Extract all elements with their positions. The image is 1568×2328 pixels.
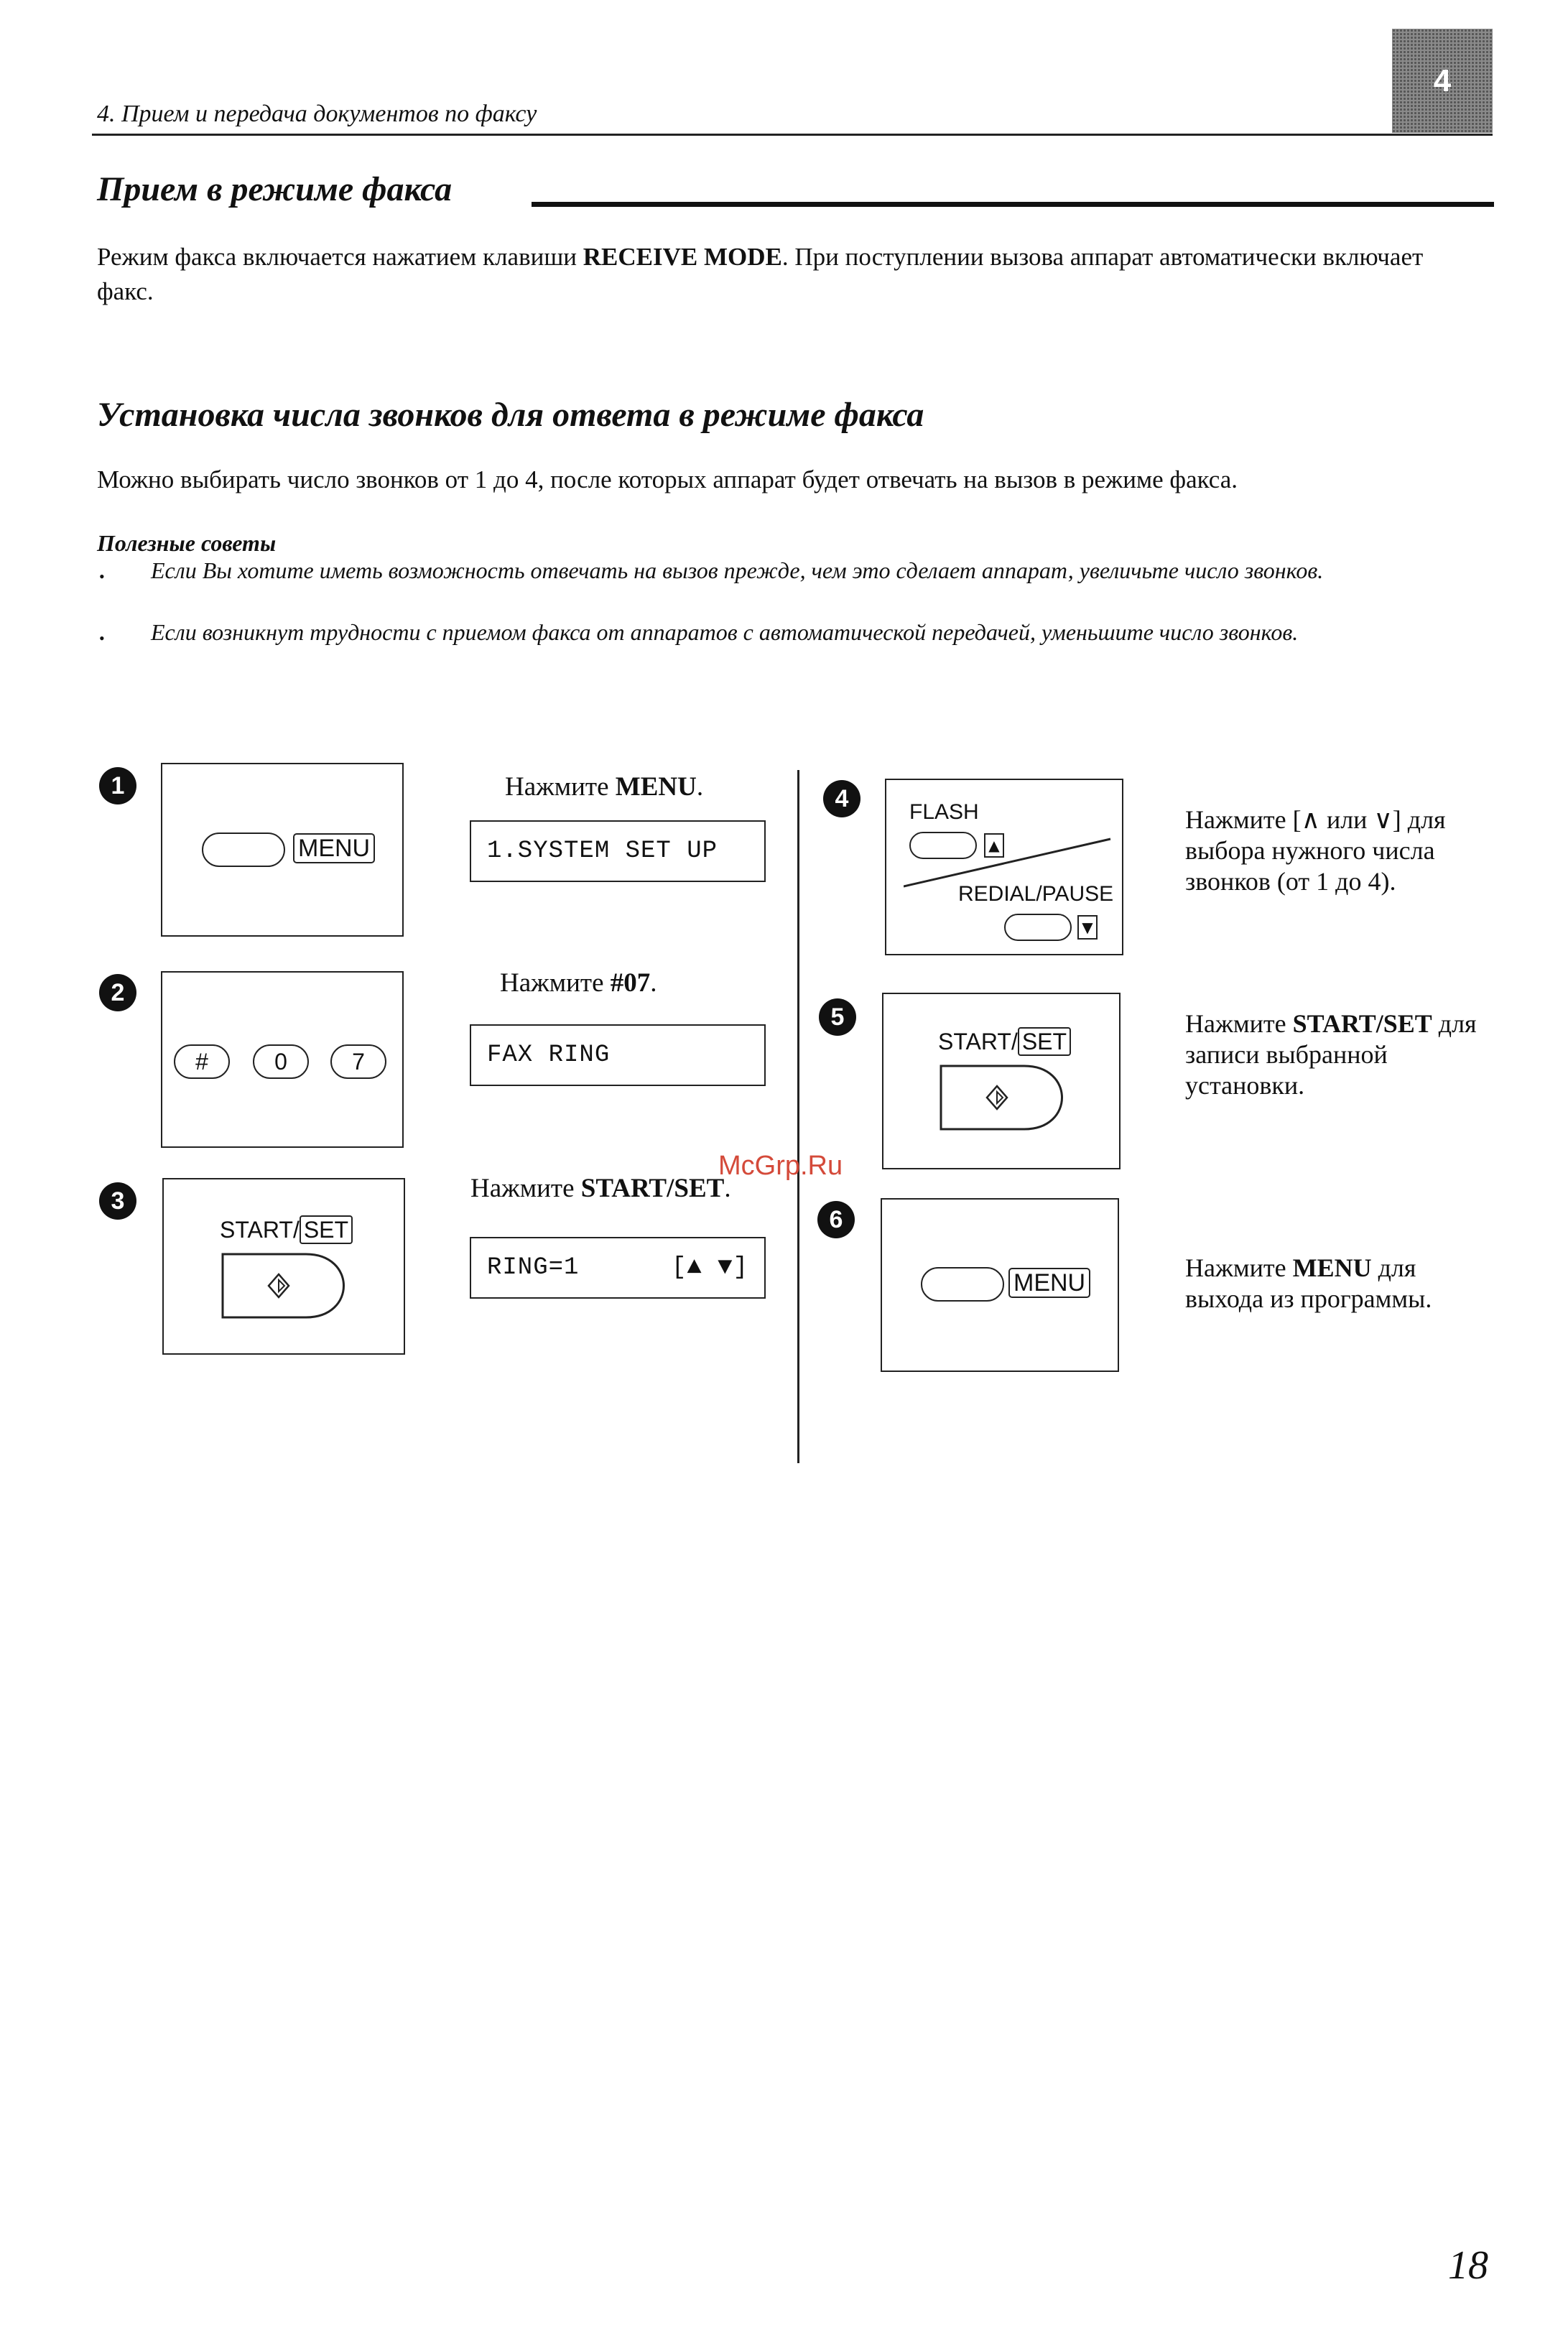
tip-item: Если возникнут трудности с приемом факса от аппаратов с автоматической передачей, уменьшите число звонков.: [151, 619, 1299, 645]
menu-button[interactable]: [921, 1267, 1004, 1302]
redial-pause-label: REDIAL/PAUSE: [958, 882, 1114, 906]
step3-illustration: [162, 1178, 405, 1355]
lcd-ring-value: RING=1: [487, 1254, 580, 1281]
down-arrow-icon[interactable]: ▼: [1077, 915, 1098, 940]
menu-key-label: MENU: [1008, 1268, 1090, 1298]
start-button[interactable]: [938, 1063, 1075, 1132]
start-set-label: START/ SET: [220, 1217, 353, 1243]
chapter-tab: [1392, 29, 1493, 133]
bullet-icon: •: [99, 567, 105, 585]
step2-instruction: Нажмите #07.: [500, 968, 657, 998]
step-number-2: 2: [99, 974, 136, 1011]
seven-key[interactable]: 7: [330, 1044, 386, 1079]
title-rule: [532, 202, 1494, 207]
step1-instruction: Нажмите MENU.: [505, 772, 704, 802]
column-divider: [797, 770, 799, 1463]
tips-title: Полезные советы: [97, 530, 277, 556]
section2-paragraph: Можно выбирать число звонков от 1 до 4, после которых аппарат будет отвечать на вызов в режиме факса.: [97, 465, 1238, 493]
chapter-heading: 4. Прием и передача документов по факсу: [97, 101, 537, 127]
para-text-1: Режим факса включается нажатием клавиши: [97, 243, 583, 271]
redial-pause-button[interactable]: [1004, 914, 1072, 941]
step6-text: Нажмите MENU для выхода из программы.: [1185, 1253, 1432, 1313]
start-button[interactable]: [220, 1251, 356, 1320]
step4-text: Нажмите [∧ или ∨] для выбора нужного числа звонков (от 1 до 4).: [1185, 805, 1446, 896]
step5-text: Нажмите START/SET для записи выбранной установки.: [1185, 1009, 1477, 1100]
para-text-2: . При поступлении вызова аппарат автоматически включает факс.: [97, 243, 1424, 305]
step4-illustration: [885, 779, 1123, 955]
header-rule: [92, 134, 1493, 136]
menu-button[interactable]: [202, 833, 285, 867]
chapter-tab-number: 4: [1433, 62, 1452, 98]
step1-illustration: [161, 763, 404, 937]
bullet-icon: •: [99, 629, 105, 647]
step-number-6: 6: [817, 1201, 855, 1238]
step-number-1: 1: [99, 767, 136, 804]
step-number-4: 4: [823, 780, 860, 817]
section-title-ring-count: Установка числа звонков для ответа в режиме факса: [97, 396, 924, 434]
step5-illustration: [882, 993, 1121, 1169]
lcd-arrows: [▲ ▼]: [671, 1254, 748, 1281]
flash-label: FLASH: [909, 800, 979, 824]
up-arrow-icon[interactable]: ▲: [984, 833, 1004, 858]
tip-item: Если Вы хотите иметь возможность отвечать на вызов прежде, чем это сделает аппарат, увеличьте число звонков.: [151, 557, 1324, 583]
step2-illustration: [161, 971, 404, 1148]
zero-key[interactable]: 0: [253, 1044, 309, 1079]
lcd-display: 1.SYSTEM SET UP: [470, 820, 766, 882]
para-key-receive-mode: RECEIVE MODE: [583, 243, 782, 271]
section-title-fax-receive: Прием в режиме факса: [97, 170, 453, 208]
watermark: McGrp.Ru: [718, 1151, 843, 1181]
page-number: 18: [1448, 2243, 1488, 2288]
menu-key-label: MENU: [293, 833, 375, 863]
step-number-3: 3: [99, 1182, 136, 1220]
separator-line: [904, 838, 1112, 888]
start-set-label: START/ SET: [938, 1029, 1071, 1055]
lcd-display: [470, 1237, 766, 1299]
hash-key[interactable]: #: [174, 1044, 230, 1079]
section1-paragraph: [97, 240, 1447, 309]
lcd-display: FAX RING: [470, 1024, 766, 1086]
step6-illustration: [881, 1198, 1119, 1372]
step-number-5: 5: [819, 998, 856, 1036]
step3-instruction: Нажмите START/SET.: [470, 1174, 731, 1203]
